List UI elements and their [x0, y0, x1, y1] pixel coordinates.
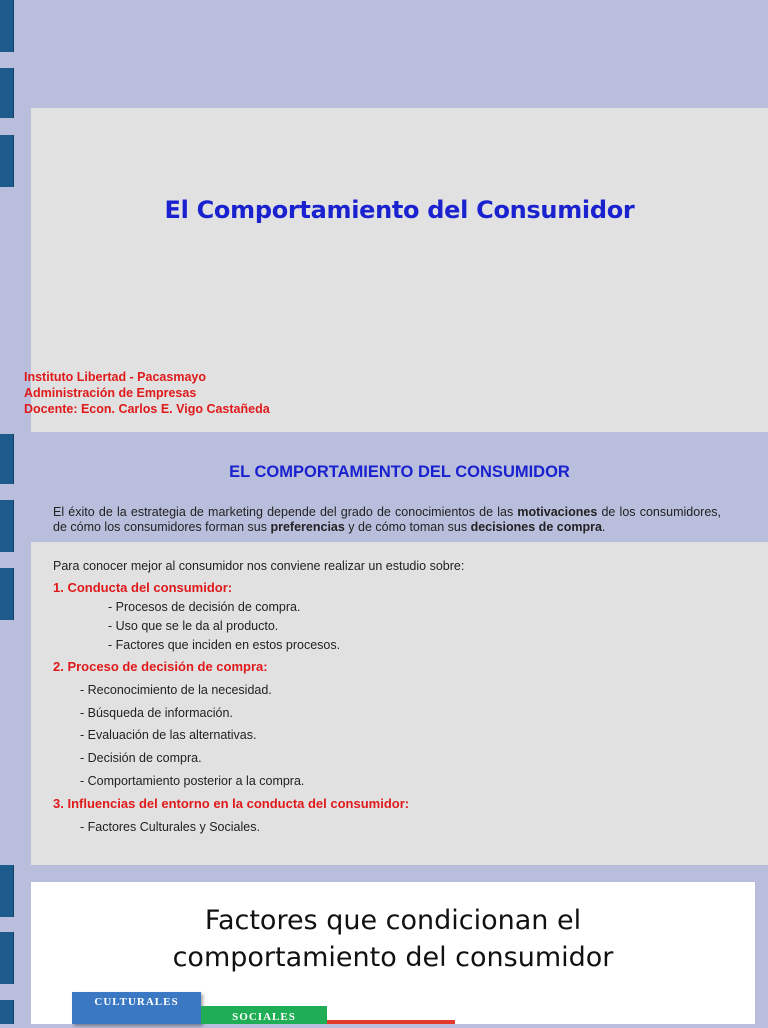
bar-sociales: SOCIALES [201, 1006, 327, 1024]
institute-name: Instituto Libertad - Pacasmayo [24, 370, 206, 384]
slide-tab [0, 932, 14, 984]
list-item: - Reconocimiento de la necesidad. [80, 683, 272, 697]
section2-title: 2. Proceso de decisión de compra: [53, 659, 268, 674]
factors-title [31, 902, 755, 976]
list-item: - Factores Culturales y Sociales. [80, 820, 260, 834]
slide-tab [0, 135, 14, 187]
slide-tab [0, 865, 14, 917]
presentation-title: El Comportamiento del Consumidor [164, 196, 635, 224]
intro-text-4: . [601, 520, 606, 534]
slide-tab [0, 1000, 14, 1024]
slide-factors [31, 882, 755, 1024]
intro-text-1: El éxito de la estrategia de marketing depende del grado de conocimientos de las [53, 505, 518, 519]
term-preferencias: preferencias [270, 520, 345, 534]
list-item: - Factores que inciden en estos procesos. [108, 638, 341, 652]
slide-tab [0, 68, 14, 118]
study-line: Para conocer mejor al consumidor nos conviene realizar un estudio sobre: [53, 559, 465, 573]
factors-title-line1: Factores que condicionan el [204, 905, 582, 936]
slide-tab [0, 0, 14, 52]
program-name: Administración de Empresas [24, 386, 197, 400]
teacher-name: Docente: Econ. Carlos E. Vigo Castañeda [24, 402, 270, 416]
list-item: - Comportamiento posterior a la compra. [80, 774, 305, 788]
list-item: - Búsqueda de información. [80, 706, 233, 720]
slide-tab [0, 568, 14, 620]
intro-text-2: de los consumidores, de cómo los consumidores forman sus [53, 505, 721, 534]
intro-paragraph [53, 505, 721, 535]
term-decisiones: decisiones de compra [470, 520, 602, 534]
factors-title-line2: comportamiento del consumidor [172, 942, 614, 973]
section1-title: 1. Conducta del consumidor: [53, 580, 233, 595]
list-item: - Decisión de compra. [80, 751, 202, 765]
list-item: - Uso que se le da al producto. [108, 619, 279, 633]
slide-tab [0, 434, 14, 484]
intro-text-3: y de cómo toman sus [344, 520, 471, 534]
bar-personales [327, 1020, 455, 1024]
list-item: - Evaluación de las alternativas. [80, 728, 257, 742]
list-item: - Procesos de decisión de compra. [108, 600, 301, 614]
term-motivaciones: motivaciones [517, 505, 598, 519]
bar-culturales: CULTURALES [72, 992, 201, 1024]
slide2-heading: EL COMPORTAMIENTO DEL CONSUMIDOR [229, 463, 570, 481]
slide-tab [0, 500, 14, 552]
section3-title: 3. Influencias del entorno en la conducta del consumidor: [53, 796, 410, 811]
